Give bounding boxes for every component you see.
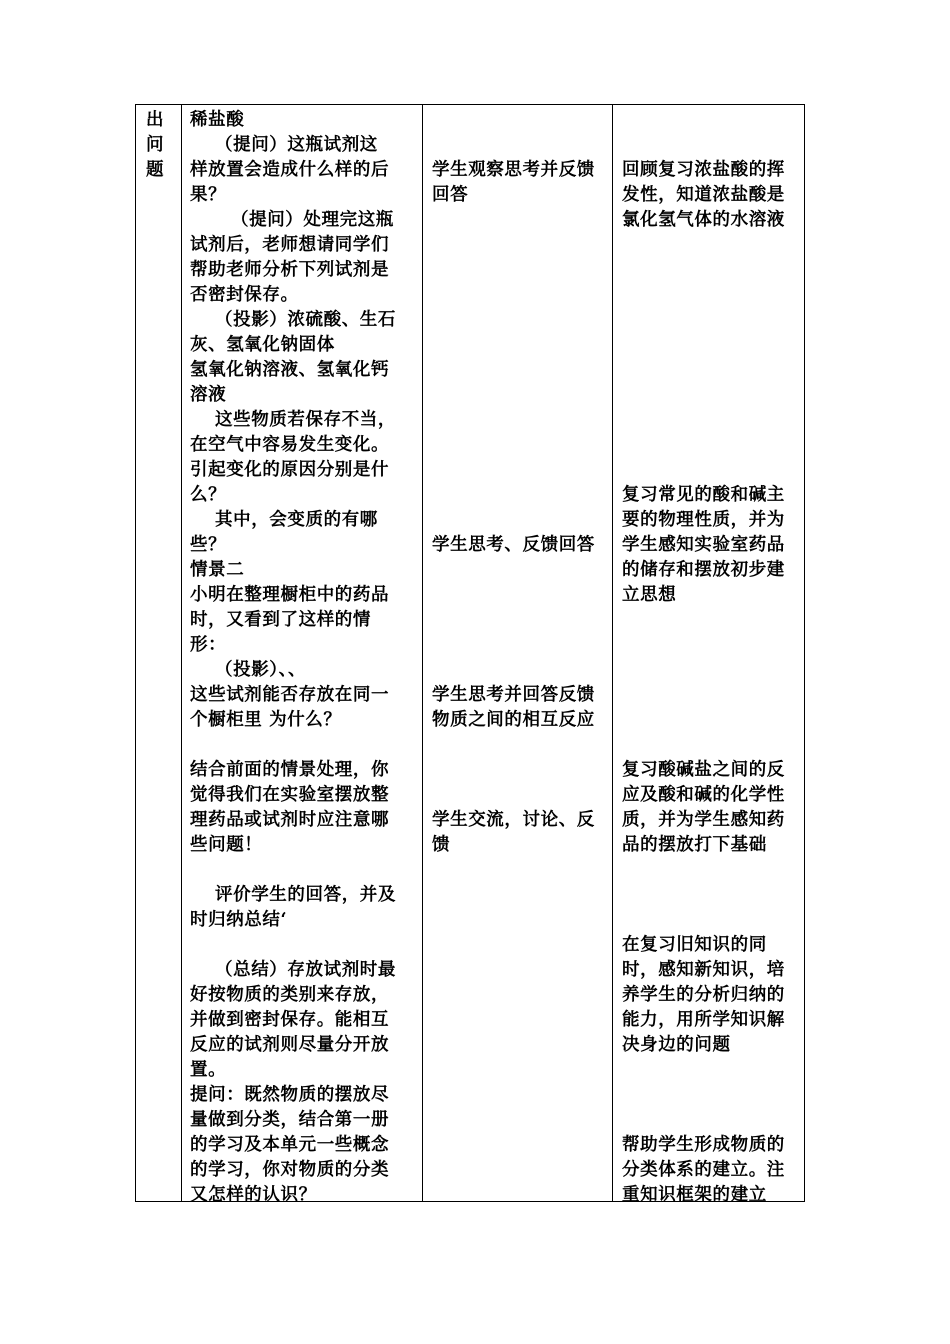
teacher-text-line: 在空气中容易发生变化。	[190, 435, 390, 455]
teacher-text-line: 并做到密封保存。能相互	[190, 1010, 390, 1030]
teacher-text-line: 的学习及本单元一些概念	[190, 1135, 390, 1155]
phase-cell	[136, 105, 181, 1201]
intent-text-line: 回顾复习浓盐酸的挥	[622, 160, 785, 180]
teacher-text-line: 好按物质的类别来存放，	[190, 985, 390, 1005]
teacher-text-line: （投影）、、	[215, 660, 307, 680]
intent-text-line: 决身边的问题	[622, 1035, 731, 1055]
teacher-text-line: 些？	[190, 535, 227, 555]
teacher-text-line: 置。	[190, 1060, 227, 1080]
student-activity-cell	[422, 105, 612, 1201]
teacher-text-line: 溶液	[190, 385, 227, 405]
design-intent-cell	[612, 105, 803, 1205]
student-text-line: 学生交流，讨论、反	[432, 810, 595, 830]
teacher-text-line: 时归纳总结‘	[190, 910, 288, 930]
intent-text-line: 立思想	[622, 585, 677, 605]
student-text-line: 学生思考并回答反馈	[432, 685, 595, 705]
student-text-line: 馈	[432, 835, 451, 855]
teacher-text-line: 评价学生的回答，并及	[215, 885, 396, 905]
intent-text-line: 在复习旧知识的同	[622, 935, 767, 955]
intent-text-line: 时，感知新知识，培	[622, 960, 785, 980]
intent-text-line: 能力，用所学知识解	[622, 1010, 785, 1030]
intent-text-line: 重知识框架的建立	[622, 1185, 767, 1205]
student-text-line: 学生思考、反馈回答	[432, 535, 595, 555]
teacher-text-line: （投影）浓硫酸、生石	[215, 310, 396, 330]
intent-text-line: 发性，知道浓盐酸是	[622, 185, 785, 205]
intent-text-line: 分类体系的建立。注	[622, 1160, 785, 1180]
intent-text-line: 氯化氢气体的水溶液	[622, 210, 785, 230]
teacher-text-line: 小明在整理橱柜中的药品	[190, 585, 390, 605]
teacher-text-line: （提问）这瓶试剂这	[215, 135, 378, 155]
intent-text-line: 复习酸碱盐之间的反	[622, 760, 785, 780]
teacher-text-line: 结合前面的情景处理，你	[190, 760, 390, 780]
teacher-text-line: 这些物质若保存不当，	[215, 410, 396, 430]
teacher-text-line: 量做到分类，结合第一册	[190, 1110, 390, 1130]
intent-text-line: 应及酸和碱的化学性	[622, 785, 785, 805]
teacher-text-line: （总结）存放试剂时最	[215, 960, 396, 980]
intent-text-line: 学生感知实验室药品	[622, 535, 785, 555]
teacher-text-line: 觉得我们在实验室摆放整	[190, 785, 390, 805]
student-text-line: 物质之间的相互反应	[432, 710, 595, 730]
teacher-text-line: 氢氧化钠溶液、氢氧化钙	[190, 360, 390, 380]
teacher-text-line: 形：	[190, 635, 227, 655]
teacher-text-line: 时，又看到了这样的情	[190, 610, 371, 630]
teacher-text-line: 么？	[190, 485, 227, 505]
teacher-activity-cell	[181, 105, 422, 1205]
intent-text-line: 质，并为学生感知药	[622, 810, 785, 830]
teacher-text-line: 又怎样的认识？	[190, 1185, 317, 1205]
student-text-line: 学生观察思考并反馈	[432, 160, 595, 180]
intent-text-line: 养学生的分析归纳的	[622, 985, 785, 1005]
teacher-text-line: 试剂后，老师想请同学们	[190, 235, 390, 255]
teacher-text-line: 果？	[190, 185, 227, 205]
teacher-text-line: 的学习，你对物质的分类	[190, 1160, 390, 1180]
teacher-text-line: 反应的试剂则尽量分开放	[190, 1035, 390, 1055]
teacher-text-line: 个橱柜里 为什么？	[190, 710, 342, 730]
teacher-text-line: 这些试剂能否存放在同一	[190, 685, 390, 705]
teacher-text-line: 些问题！	[190, 835, 263, 855]
teacher-text-line: 样放置会造成什么样的后	[190, 160, 390, 180]
intent-text-line: 复习常见的酸和碱主	[622, 485, 785, 505]
teacher-text-line: 情景二	[190, 560, 245, 580]
intent-text-line: 的储存和摆放初步建	[622, 560, 785, 580]
teacher-text-line: 稀盐酸	[190, 110, 245, 130]
intent-text-line: 帮助学生形成物质的	[622, 1135, 785, 1155]
teacher-text-line: 其中，会变质的有哪	[215, 510, 378, 530]
teacher-text-line: 灰、氢氧化钠固体	[190, 335, 335, 355]
phase-label-char: 题	[146, 160, 164, 180]
teacher-text-line: 提问：既然物质的摆放尽	[190, 1085, 390, 1105]
intent-text-line: 要的物理性质，并为	[622, 510, 785, 530]
intent-text-line: 品的摆放打下基础	[622, 835, 767, 855]
lesson-plan-table	[135, 104, 805, 1205]
phase-label-char: 出	[146, 110, 164, 130]
teacher-text-line: 帮助老师分析下列试剂是	[190, 260, 390, 280]
teacher-text-line: 否密封保存。	[190, 285, 299, 305]
phase-label-char: 问	[146, 135, 164, 155]
student-text-line: 回答	[432, 185, 469, 205]
teacher-text-line: （提问）处理完这瓶	[231, 210, 394, 230]
teacher-text-line: 理药品或试剂时应注意哪	[190, 810, 390, 830]
teacher-text-line: 引起变化的原因分别是什	[190, 460, 390, 480]
